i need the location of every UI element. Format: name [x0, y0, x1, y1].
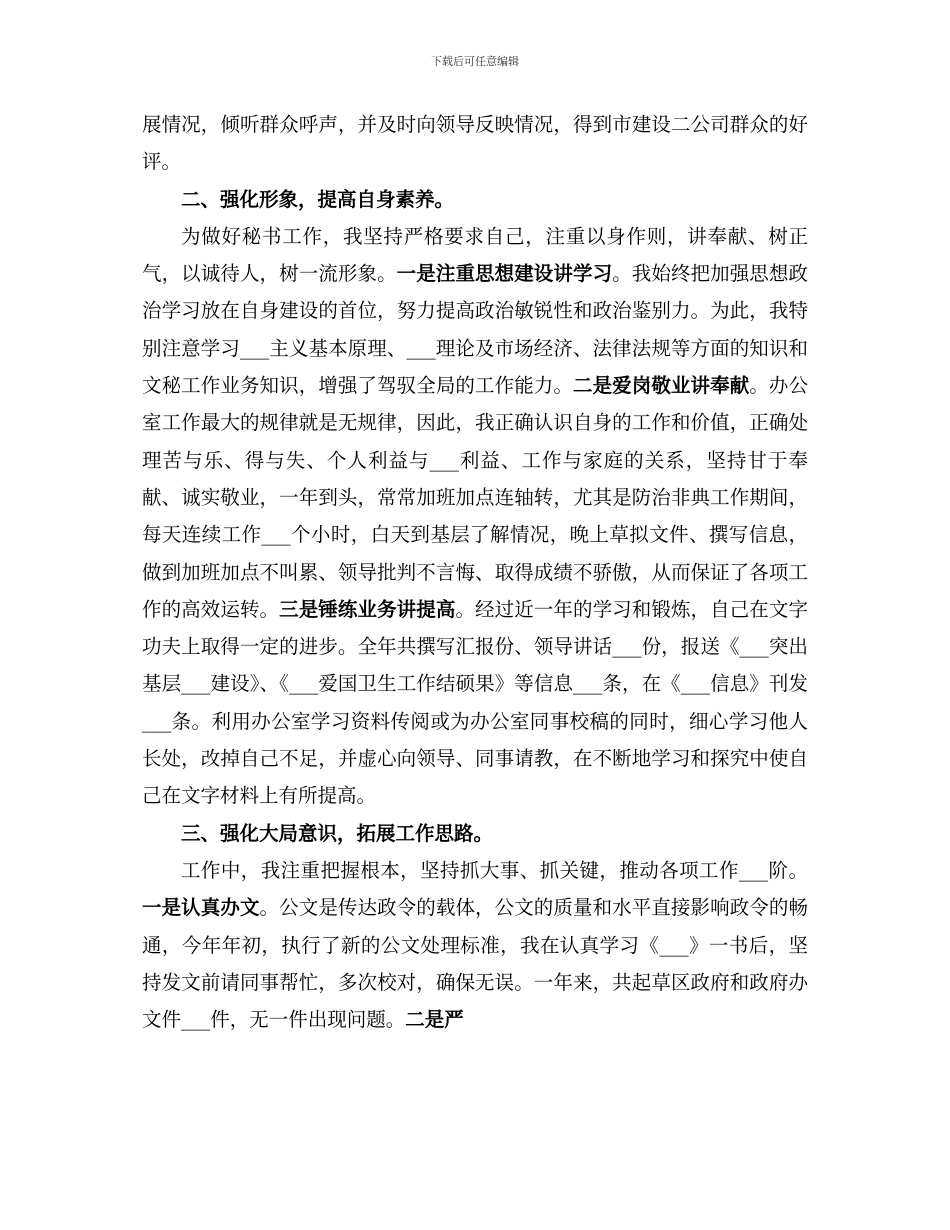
- bold-lead-phrase: 三是锤练业务讲提高: [279, 597, 456, 621]
- paragraph-section-2: [142, 218, 808, 815]
- paragraph-text: 。办公室工作最大的规律就是无规律，因此，我正确认识自身的工作和价值，正确处理苦与乐、得与失、个人利益与___利益、工作与家庭的关系，坚持甘于奉献、诚实敬业，一年到头，常常加班加点连轴转，尤其是防治非典工作期间，每天连续工作___个小时，白天到基层了解情况，晚上草拟文件、撰写信息，做到加班加点不叫累、领导批判不言悔、取得成绩不骄傲，从而保证了各项工作的高效运转。: [142, 374, 808, 621]
- bold-lead-phrase: 一是注重思想建设讲学习: [396, 262, 613, 286]
- paragraph-text: 为做好秘书工作，我坚持严格要求自己，注重以身作则，讲奉献、树正气，以诚待人，树一流形象。: [142, 224, 808, 286]
- bold-lead-phrase: 一是认真办文: [142, 896, 260, 920]
- paragraph-section-3: [142, 852, 808, 1038]
- paragraph-continuation: 展情况，倾听群众呼声，并及时向领导反映情况，得到市建设二公司群众的好评。: [142, 113, 808, 174]
- bold-lead-phrase: 二是爱岗敬业讲奉献: [572, 374, 750, 398]
- bold-lead-phrase: 二是严: [405, 1008, 464, 1032]
- section-heading-2: 二、强化形象，提高自身素养。: [181, 187, 455, 211]
- paragraph-text: 。公文是传达政令的载体，公文的质量和水平直接影响政令的畅通，今年年初，执行了新的公文处理标准，我在认真学习《___》一书后，坚持发文前请同事帮忙，多次校对，确保无误。一年来，共起草区政府和政府办文件___件，无一件出现问题。: [142, 896, 808, 1032]
- page-header: 下载后可任意编辑: [431, 55, 519, 68]
- paragraph-text: 。我始终把加强思想政治学习放在自身建设的首位，努力提高政治敏锐性和政治鉴别力。为此，我特别注意学习___主义基本原理、___理论及市场经济、法律法规等方面的知识和文秘工作业务知识，增强了驾驭全局的工作能力。: [142, 262, 808, 398]
- paragraph-text: 工作中，我注重把握根本，坚持抓大事、抓关键，推动各项工作___阶。: [181, 858, 808, 882]
- document-body: [142, 106, 808, 1038]
- paragraph-text: 。经过近一年的学习和锻炼，自己在文字功夫上取得一定的进步。全年共撰写汇报份、领导讲话___份，报送《___突出基层___建设》、《___爱国卫生工作结硕果》等信息___条，在《___信息》刊发___条。利用办公室学习资料传阅或为办公室同事校稿的同时，细心学习他人长处，改掉自己不足，并虚心向领导、同事请教，在不断地学习和探究中使自己在文字材料上有所提高。: [142, 597, 808, 808]
- section-heading-3: 三、强化大局意识，拓展工作思路。: [181, 821, 494, 845]
